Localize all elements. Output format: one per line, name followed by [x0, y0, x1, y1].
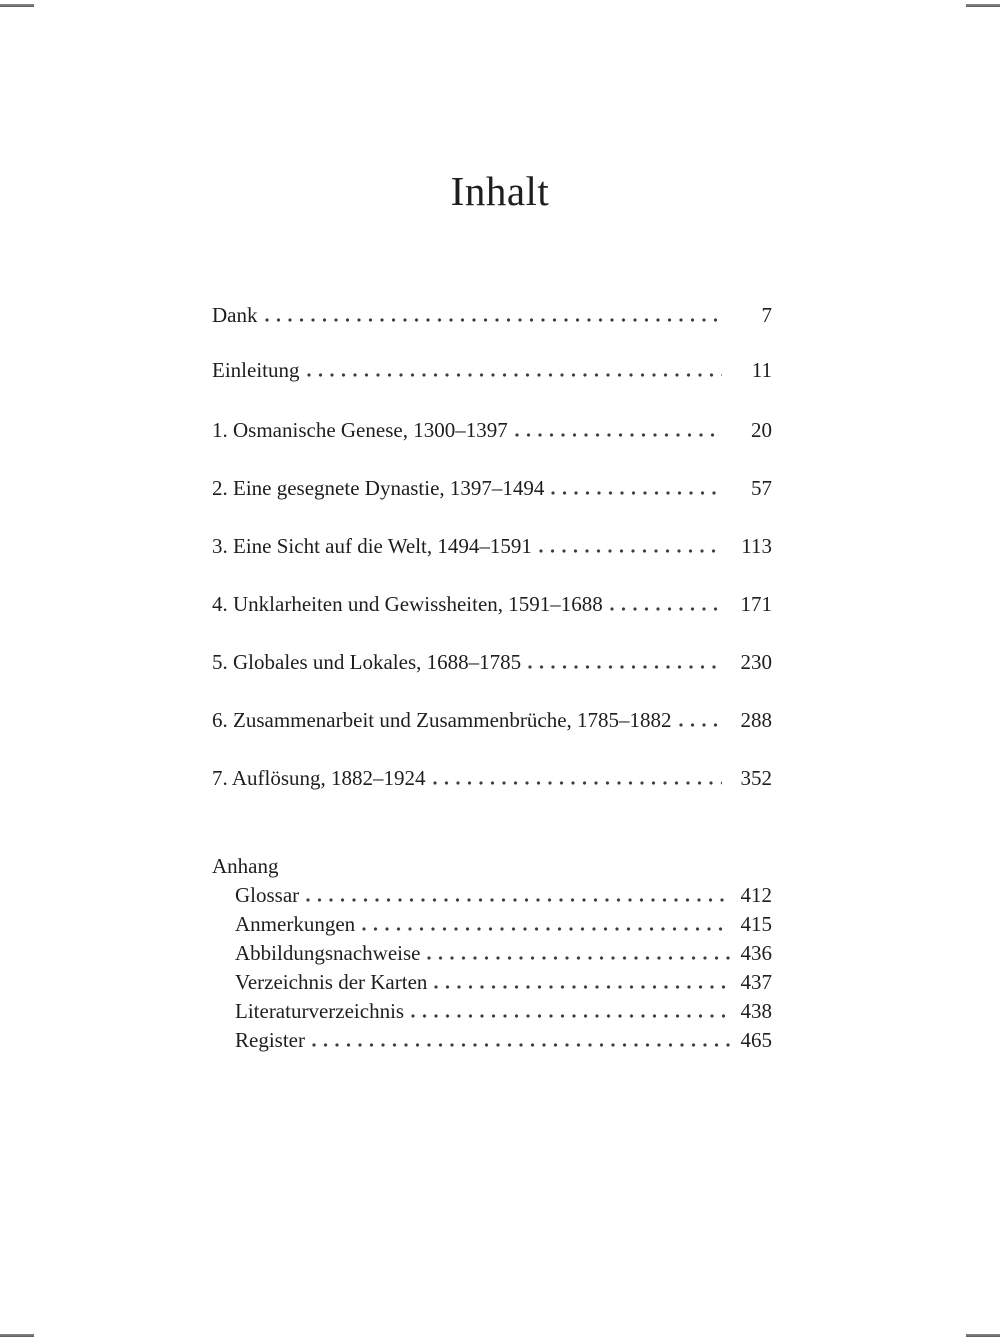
toc-row-glossar	[212, 881, 772, 909]
toc-entry-label	[212, 648, 521, 676]
toc-row-einleitung	[212, 356, 772, 384]
toc-page-number: 113	[741, 534, 772, 558]
chapter-number: 7.	[212, 766, 228, 790]
dot-leader	[427, 939, 730, 967]
dot-leader	[411, 997, 730, 1025]
chapter-title: Eine gesegnete Dynastie, 1397–1494	[233, 476, 545, 500]
toc-row-anmerkungen	[212, 910, 772, 938]
toc-page-number: 11	[751, 358, 772, 382]
toc-entry-label	[212, 764, 426, 792]
toc-page-number: 171	[740, 592, 772, 616]
corner-mark-top-left	[0, 4, 34, 7]
dot-leader	[307, 356, 723, 384]
toc-entry-label: Verzeichnis der Karten	[235, 970, 428, 994]
dot-leader	[433, 764, 722, 792]
chapter-number: 6.	[212, 708, 228, 732]
chapter-title: Globales und Lokales, 1688–1785	[233, 650, 522, 674]
toc-entry-label	[212, 706, 672, 734]
table-of-contents	[212, 301, 772, 1055]
chapter-number: 5.	[212, 650, 228, 674]
dot-leader	[528, 648, 722, 676]
toc-entry-label: Einleitung	[212, 358, 300, 382]
toc-row-chapter-6	[212, 706, 772, 734]
toc-page-number: 437	[740, 970, 772, 994]
toc-row-verzeichnis-der-karten	[212, 968, 772, 996]
toc-row-abbildungsnachweise	[212, 939, 772, 967]
toc-row-dank	[212, 301, 772, 329]
chapter-number: 3.	[212, 534, 228, 558]
toc-page-number: 7	[761, 303, 772, 327]
toc-entry-label: Dank	[212, 303, 258, 327]
dot-leader	[551, 474, 722, 502]
dot-leader	[539, 532, 722, 560]
toc-row-chapter-7	[212, 764, 772, 792]
toc-entry-label: Anmerkungen	[235, 912, 356, 936]
toc-row-chapter-3	[212, 532, 772, 560]
toc-entry-label: Register	[235, 1028, 305, 1052]
dot-leader	[610, 590, 722, 618]
toc-entry-label: Glossar	[235, 883, 300, 907]
toc-page-number: 288	[740, 708, 772, 732]
dot-leader	[312, 1026, 730, 1054]
chapter-title: Auflösung, 1882–1924	[231, 766, 426, 790]
toc-row-chapter-1	[212, 416, 772, 444]
toc-page-number: 230	[740, 650, 772, 674]
corner-mark-top-right	[966, 4, 1000, 7]
toc-entry-label	[212, 474, 544, 502]
dot-leader	[306, 881, 730, 909]
toc-entry-label: Literaturverzeichnis	[235, 999, 405, 1023]
dot-leader	[265, 301, 723, 329]
chapter-number: 1.	[212, 418, 228, 442]
toc-row-chapter-4	[212, 590, 772, 618]
toc-page-number: 465	[740, 1028, 772, 1052]
page-title: Inhalt	[450, 168, 550, 215]
chapter-number: 2.	[212, 476, 228, 500]
appendix-heading: Anhang	[212, 854, 279, 878]
chapter-title: Eine Sicht auf die Welt, 1494–1591	[233, 534, 532, 558]
toc-page-number: 20	[751, 418, 772, 442]
corner-mark-bottom-left	[0, 1334, 34, 1337]
toc-entry-label	[212, 416, 508, 444]
toc-page-number: 438	[740, 999, 772, 1023]
dot-leader	[434, 968, 730, 996]
dot-leader	[679, 706, 722, 734]
toc-page-number: 57	[751, 476, 772, 500]
toc-entry-label	[212, 590, 603, 618]
dot-leader	[362, 910, 730, 938]
dot-leader	[515, 416, 722, 444]
toc-entry-label: Abbildungsnachweise	[235, 941, 421, 965]
chapter-title: Zusammenarbeit und Zusammenbrüche, 1785–1882	[233, 708, 672, 732]
toc-entry-label	[212, 532, 532, 560]
toc-page-number: 352	[740, 766, 772, 790]
chapter-number: 4.	[212, 592, 228, 616]
chapter-title: Unklarheiten und Gewissheiten, 1591–1688	[233, 592, 603, 616]
toc-page-number: 436	[740, 941, 772, 965]
appendix-section	[212, 852, 772, 1054]
toc-row-chapter-2	[212, 474, 772, 502]
toc-page-number: 412	[740, 883, 772, 907]
toc-row-literaturverzeichnis	[212, 997, 772, 1025]
toc-row-register	[212, 1026, 772, 1054]
toc-page-number: 415	[740, 912, 772, 936]
toc-row-chapter-5	[212, 648, 772, 676]
corner-mark-bottom-right	[966, 1334, 1000, 1337]
chapter-title: Osmanische Genese, 1300–1397	[233, 418, 508, 442]
